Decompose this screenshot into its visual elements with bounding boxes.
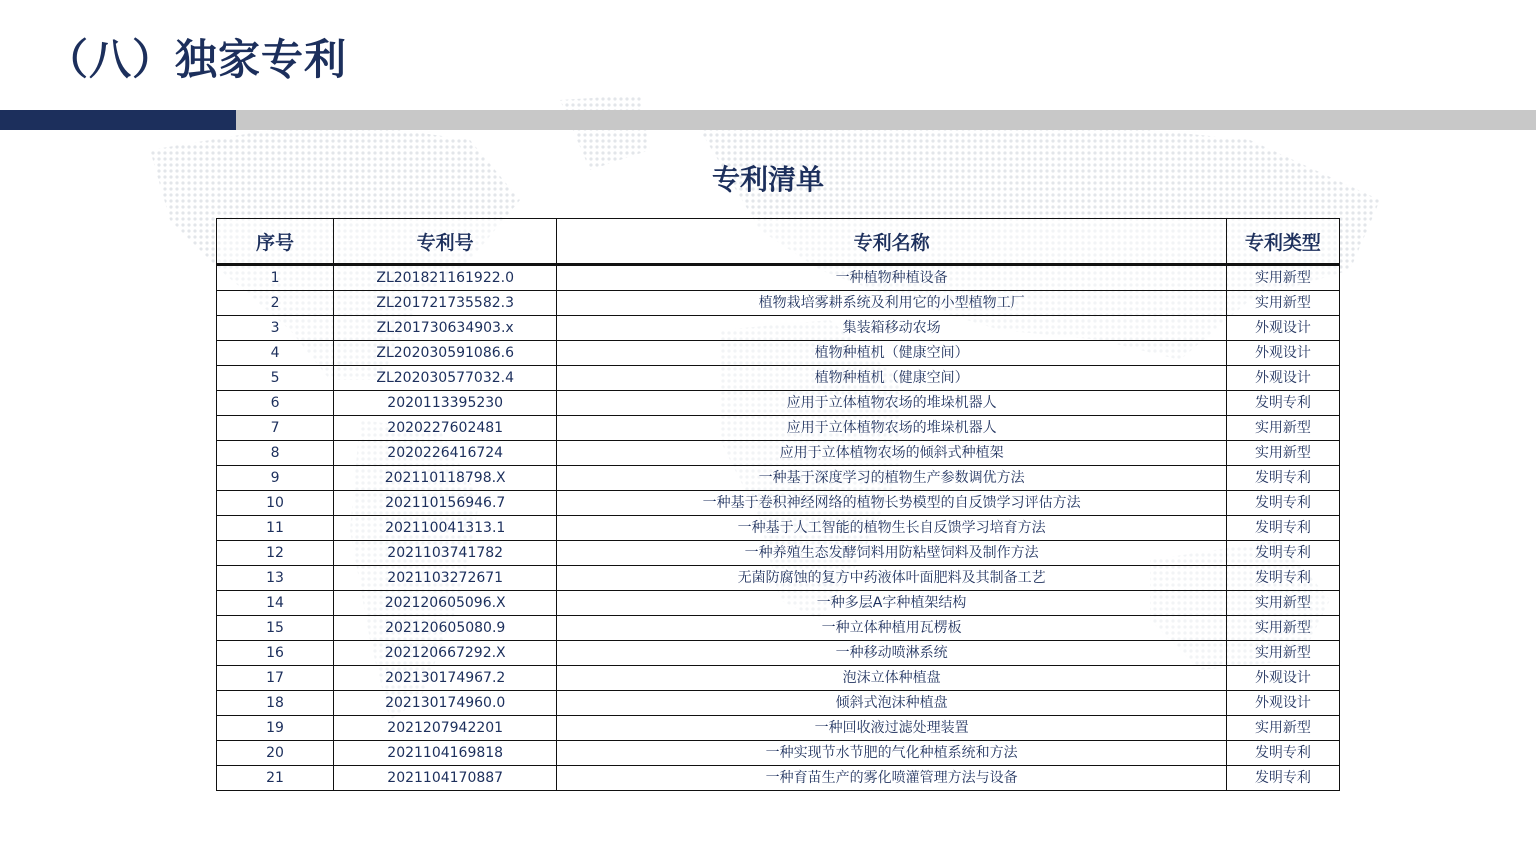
cell-patent-number: 2021104169818: [334, 741, 557, 766]
cell-patent-number: 202110118798.X: [334, 466, 557, 491]
table-row: [217, 516, 1340, 541]
table-body: [217, 265, 1340, 791]
cell-seq: 8: [217, 441, 334, 466]
cell-patent-type: 外观设计: [1226, 316, 1339, 341]
cell-patent-type: 外观设计: [1226, 341, 1339, 366]
table-row: [217, 265, 1340, 291]
cell-patent-number: 2020226416724: [334, 441, 557, 466]
table-title: 专利清单: [711, 163, 824, 196]
cell-seq: 13: [217, 566, 334, 591]
cell-patent-type: 实用新型: [1226, 291, 1339, 316]
cell-patent-type: 外观设计: [1226, 691, 1339, 716]
cell-patent-type: 发明专利: [1226, 516, 1339, 541]
cell-patent-number: 202130174960.0: [334, 691, 557, 716]
cell-patent-number: ZL202030591086.6: [334, 341, 557, 366]
cell-patent-type: 实用新型: [1226, 591, 1339, 616]
header-patent-type: 专利类型: [1226, 219, 1339, 265]
cell-patent-name: 无菌防腐蚀的复方中药液体叶面肥料及其制备工艺: [557, 566, 1227, 591]
cell-patent-number: 2021207942201: [334, 716, 557, 741]
header-seq: 序号: [217, 219, 334, 265]
cell-patent-name: 一种基于卷积神经网络的植物长势模型的自反馈学习评估方法: [557, 491, 1227, 516]
cell-patent-type: 实用新型: [1226, 641, 1339, 666]
cell-patent-type: 外观设计: [1226, 666, 1339, 691]
cell-patent-type: 实用新型: [1226, 265, 1339, 291]
cell-seq: 20: [217, 741, 334, 766]
table-header-row: [217, 219, 1340, 265]
cell-patent-name: 一种基于深度学习的植物生产参数调优方法: [557, 466, 1227, 491]
table-row: [217, 616, 1340, 641]
cell-patent-number: 2021103272671: [334, 566, 557, 591]
cell-patent-type: 发明专利: [1226, 466, 1339, 491]
cell-patent-type: 发明专利: [1226, 741, 1339, 766]
cell-patent-name: 植物种植机（健康空间）: [557, 366, 1227, 391]
cell-seq: 3: [217, 316, 334, 341]
table-row: [217, 341, 1340, 366]
table-row: [217, 291, 1340, 316]
cell-patent-number: 202110041313.1: [334, 516, 557, 541]
cell-patent-type: 实用新型: [1226, 441, 1339, 466]
table-row: [217, 666, 1340, 691]
table-row: [217, 491, 1340, 516]
cell-patent-name: 一种植物种植设备: [557, 265, 1227, 291]
cell-seq: 21: [217, 766, 334, 791]
cell-patent-number: 2021104170887: [334, 766, 557, 791]
table-row: [217, 741, 1340, 766]
cell-patent-name: 一种移动喷淋系统: [557, 641, 1227, 666]
title-divider-accent: [0, 110, 236, 130]
cell-patent-type: 实用新型: [1226, 616, 1339, 641]
cell-patent-type: 发明专利: [1226, 541, 1339, 566]
cell-patent-type: 实用新型: [1226, 416, 1339, 441]
cell-seq: 16: [217, 641, 334, 666]
table-row: [217, 541, 1340, 566]
cell-patent-name: 应用于立体植物农场的倾斜式种植架: [557, 441, 1227, 466]
table-row: [217, 566, 1340, 591]
cell-seq: 4: [217, 341, 334, 366]
cell-patent-name: 一种育苗生产的雾化喷灌管理方法与设备: [557, 766, 1227, 791]
cell-patent-number: 2020113395230: [334, 391, 557, 416]
cell-patent-number: 202120605080.9: [334, 616, 557, 641]
cell-seq: 19: [217, 716, 334, 741]
cell-patent-type: 外观设计: [1226, 366, 1339, 391]
cell-patent-name: 一种立体种植用瓦楞板: [557, 616, 1227, 641]
cell-patent-name: 泡沫立体种植盘: [557, 666, 1227, 691]
cell-patent-name: 植物栽培雾耕系统及利用它的小型植物工厂: [557, 291, 1227, 316]
table-row: [217, 691, 1340, 716]
cell-patent-name: 一种实现节水节肥的气化种植系统和方法: [557, 741, 1227, 766]
cell-patent-type: 实用新型: [1226, 716, 1339, 741]
page-title: （八）独家专利: [46, 35, 348, 84]
table-row: [217, 641, 1340, 666]
cell-seq: 18: [217, 691, 334, 716]
cell-seq: 14: [217, 591, 334, 616]
cell-seq: 12: [217, 541, 334, 566]
cell-patent-name: 集装箱移动农场: [557, 316, 1227, 341]
table-row: [217, 316, 1340, 341]
cell-seq: 11: [217, 516, 334, 541]
cell-patent-number: ZL201721735582.3: [334, 291, 557, 316]
table-row: [217, 391, 1340, 416]
cell-patent-number: 202110156946.7: [334, 491, 557, 516]
cell-seq: 10: [217, 491, 334, 516]
cell-patent-number: ZL201821161922.0: [334, 265, 557, 291]
cell-patent-name: 一种回收液过滤处理装置: [557, 716, 1227, 741]
cell-patent-number: ZL202030577032.4: [334, 366, 557, 391]
cell-patent-name: 一种基于人工智能的植物生长自反馈学习培育方法: [557, 516, 1227, 541]
cell-patent-number: 202120667292.X: [334, 641, 557, 666]
table-row: [217, 441, 1340, 466]
cell-patent-name: 植物种植机（健康空间）: [557, 341, 1227, 366]
table-row: [217, 366, 1340, 391]
cell-patent-name: 一种养殖生态发酵饲料用防粘壁饲料及制作方法: [557, 541, 1227, 566]
header-patent-number: 专利号: [334, 219, 557, 265]
cell-seq: 6: [217, 391, 334, 416]
cell-patent-number: 202120605096.X: [334, 591, 557, 616]
cell-seq: 5: [217, 366, 334, 391]
cell-seq: 15: [217, 616, 334, 641]
cell-seq: 9: [217, 466, 334, 491]
cell-patent-type: 发明专利: [1226, 491, 1339, 516]
table-row: [217, 716, 1340, 741]
cell-patent-number: 202130174967.2: [334, 666, 557, 691]
table-row: [217, 766, 1340, 791]
cell-seq: 2: [217, 291, 334, 316]
cell-patent-name: 应用于立体植物农场的堆垛机器人: [557, 391, 1227, 416]
cell-seq: 7: [217, 416, 334, 441]
cell-patent-type: 发明专利: [1226, 391, 1339, 416]
cell-patent-name: 倾斜式泡沫种植盘: [557, 691, 1227, 716]
cell-seq: 1: [217, 265, 334, 291]
cell-patent-number: 2020227602481: [334, 416, 557, 441]
patent-table: [216, 218, 1340, 791]
cell-patent-type: 发明专利: [1226, 766, 1339, 791]
cell-patent-number: 2021103741782: [334, 541, 557, 566]
header-patent-name: 专利名称: [557, 219, 1227, 265]
cell-seq: 17: [217, 666, 334, 691]
table-row: [217, 416, 1340, 441]
cell-patent-type: 发明专利: [1226, 566, 1339, 591]
cell-patent-name: 一种多层A字种植架结构: [557, 591, 1227, 616]
table-row: [217, 591, 1340, 616]
cell-patent-number: ZL201730634903.x: [334, 316, 557, 341]
table-row: [217, 466, 1340, 491]
cell-patent-name: 应用于立体植物农场的堆垛机器人: [557, 416, 1227, 441]
